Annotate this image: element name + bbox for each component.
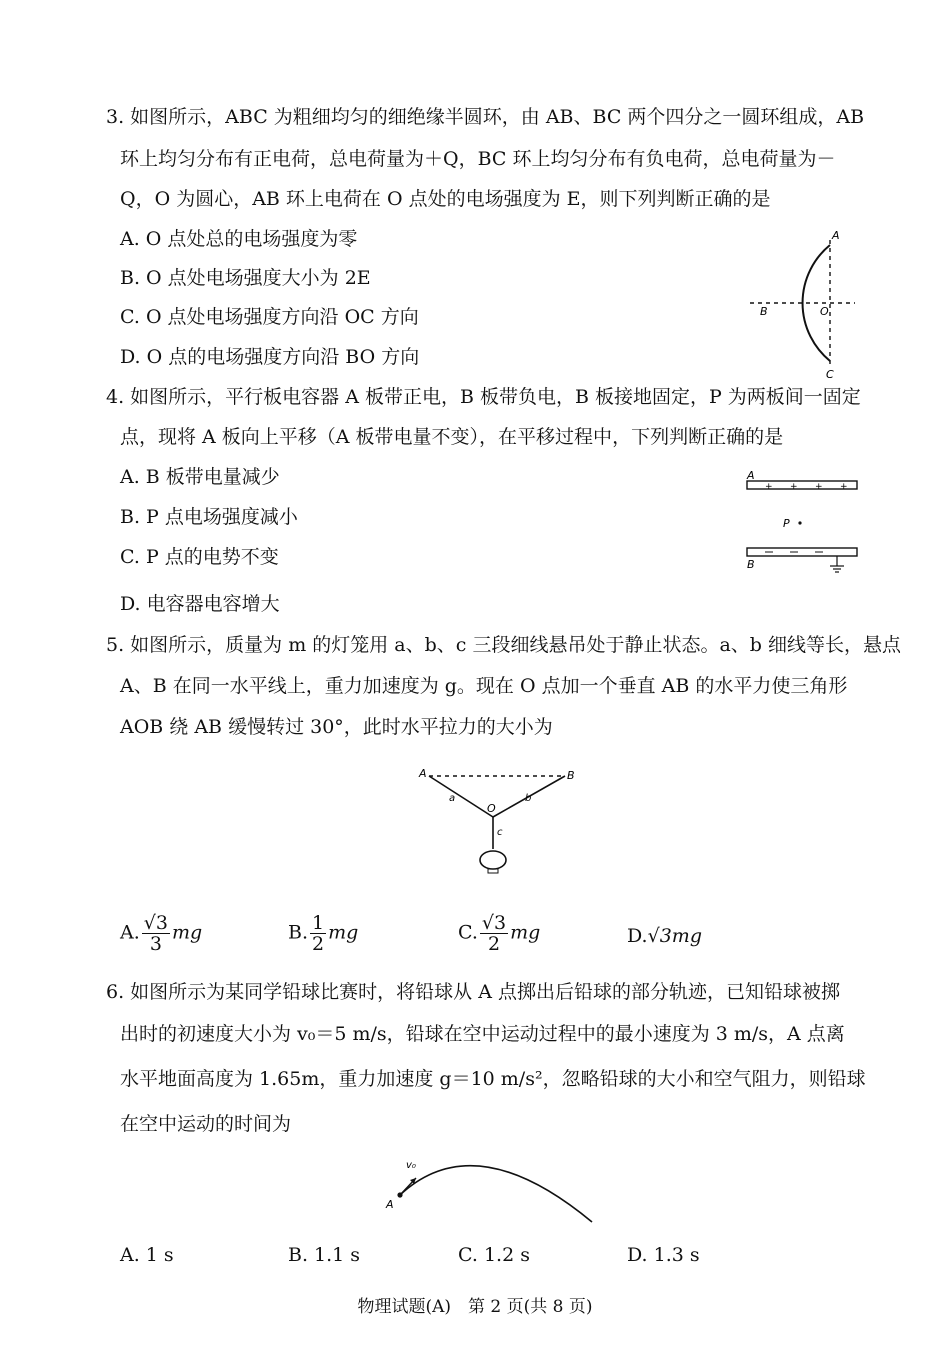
- q4-line-2: 点，现将 A 板向上平移（A 板带电量不变），在平移过程中，下列判断正确的是: [120, 426, 784, 448]
- q5-option-c-fraction: [480, 913, 508, 954]
- q5-option-b-numerator: 1: [312, 912, 325, 934]
- q3-line-2: 环上均匀分布有正电荷，总电荷量为＋Q，BC 环上均匀分布有负电荷，总电荷量为－: [120, 148, 836, 170]
- q6-option-b: B. 1.1 s: [288, 1244, 361, 1266]
- svg-text:+: +: [815, 482, 823, 492]
- q3-label-c: C: [826, 368, 834, 381]
- q6-line-2: 出时的初速度大小为 v₀＝5 m/s，铅球在空中运动过程中的最小速度为 3 m/s，A 点离: [120, 1023, 845, 1045]
- q5-option-c: [458, 913, 540, 954]
- q5-label-line-b: b: [525, 793, 532, 804]
- q5-lantern-figure: [415, 765, 575, 880]
- q5-option-a-fraction: [142, 913, 170, 954]
- q6-trajectory-figure: [380, 1150, 600, 1225]
- q3-option-c: C. O 点处电场强度方向沿 OC 方向: [120, 306, 419, 328]
- q3-option-d: D. O 点的电场强度方向沿 BO 方向: [120, 346, 420, 368]
- q3-line-3: Q，O 为圆心，AB 环上电荷在 O 点处的电场强度为 E，则下列判断正确的是: [120, 188, 771, 210]
- page-footer: 物理试题(A) 第 2 页(共 8 页): [357, 1297, 593, 1317]
- q6-option-a: A. 1 s: [120, 1244, 174, 1266]
- q4-option-b: B. P 点电场强度减小: [120, 506, 298, 528]
- q6-label-v0: v₀: [406, 1160, 416, 1171]
- q5-line-1: 5. 如图所示，质量为 m 的灯笼用 a、b、c 三段细线悬吊处于静止状态。a、b 细线等长，悬点: [106, 634, 902, 656]
- q5-label-a: A: [419, 767, 427, 780]
- q5-option-b-fraction: [310, 913, 326, 954]
- q5-option-c-tail: mg: [510, 921, 541, 944]
- q3-option-b: B. O 点处电场强度大小为 2E: [120, 267, 371, 289]
- q5-option-a: [120, 913, 202, 954]
- q6-label-a: A: [386, 1198, 394, 1211]
- q4-option-d: D. 电容器电容增大: [120, 593, 280, 615]
- q4-label-p: P: [783, 517, 790, 530]
- q5-option-d-letter: D.: [627, 925, 648, 947]
- q6-option-c: C. 1.2 s: [458, 1244, 530, 1266]
- q3-semicircle-figure: [750, 225, 860, 385]
- q5-option-a-denominator: 3: [149, 933, 162, 955]
- q4-option-c: C. P 点的电势不变: [120, 546, 279, 568]
- q5-option-b-denominator: 2: [312, 933, 325, 955]
- q5-option-a-numerator: √3: [143, 912, 168, 934]
- q6-line-3: 水平地面高度为 1.65m，重力加速度 g＝10 m/s²，忽略铅球的大小和空气阻力，则铅球: [120, 1068, 866, 1090]
- svg-text:+: +: [765, 482, 773, 492]
- q5-label-line-a: a: [449, 793, 456, 804]
- q6-line-1: 6. 如图所示为某同学铅球比赛时，将铅球从 A 点掷出后铅球的部分轨迹，已知铅球被掷: [106, 981, 840, 1003]
- q5-label-o: O: [487, 802, 496, 815]
- q5-option-d-text: √3mg: [647, 925, 702, 947]
- q5-option-b: [288, 913, 358, 954]
- q5-label-line-c: c: [497, 827, 503, 838]
- q5-line-2: A、B 在同一水平线上，重力加速度为 g。现在 O 点加一个垂直 AB 的水平力使三角形: [120, 675, 848, 697]
- q3-label-o: O: [820, 305, 829, 318]
- q5-option-b-tail: mg: [328, 921, 359, 944]
- svg-text:+: +: [840, 482, 848, 492]
- q5-option-c-letter: C.: [458, 921, 478, 944]
- q3-line-1: 3. 如图所示，ABC 为粗细均匀的细绝缘半圆环，由 AB、BC 两个四分之一圆环组成，AB: [106, 106, 865, 128]
- q6-option-d: D. 1.3 s: [627, 1244, 700, 1266]
- q3-label-b: B: [760, 305, 768, 318]
- svg-text:+: +: [790, 482, 798, 492]
- q5-option-c-numerator: √3: [481, 912, 507, 934]
- q4-line-1: 4. 如图所示，平行板电容器 A 板带正电，B 板带负电，B 板接地固定，P 为两板间一固定: [106, 386, 861, 408]
- q4-label-a: A: [747, 469, 755, 482]
- q3-label-a: A: [832, 229, 840, 242]
- q5-option-c-denominator: 2: [487, 933, 501, 955]
- q5-option-d: [627, 925, 702, 947]
- q5-line-3: AOB 绕 AB 缓慢转过 30°，此时水平拉力的大小为: [120, 716, 553, 738]
- q5-option-a-letter: A.: [120, 921, 140, 944]
- q6-line-4: 在空中运动的时间为: [120, 1113, 292, 1135]
- q5-option-a-tail: mg: [171, 921, 203, 944]
- q5-option-b-letter: B.: [288, 921, 309, 944]
- q4-label-b: B: [747, 558, 755, 571]
- q4-option-a: A. B 板带电量减少: [120, 466, 280, 488]
- q3-option-a: A. O 点处总的电场强度为零: [120, 228, 358, 250]
- q5-label-b: B: [567, 769, 575, 782]
- q4-capacitor-figure: [745, 465, 865, 580]
